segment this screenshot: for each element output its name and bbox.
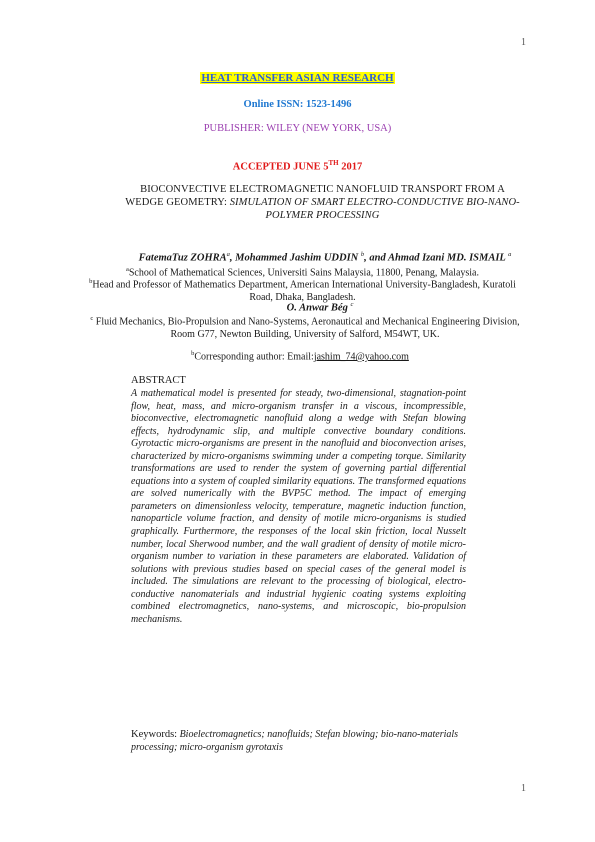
abstract-body: A mathematical model is presented for steady, two-dimensional, stagnation-point flow, heat, mass, and micro-organism transfer in a viscous, incompressible, bioconvective, electromagnetic nanofluid along a wedge with Stefan blowing effects, hydrodynamic slip, and multiple convective boundary conditions. Gyrotactic micro-organisms are present in the nanofluid and bioconvection arises, characterized by micro-organisms swimming under a competing torque. Similarity transformations are used to render the system of governing partial differential equations into a system of coupled similarity equations. The transformed equations are solved numerically with the BVP5C method. The impact of emerging parameters on dimensionless velocity, temperature, magnetic induction function, nanoparticle volume fraction, and density of motile micro-organisms is studied graphically. Furthermore, the responses of the local skin friction, local Nusselt number, local Sherwood number, and the wall gradient of density of motile micro-organism number to variation in these parameters are elaborated. Validation of solutions with previous studies based on special cases of the general model is included. The simulations are relevant to the processing of biological, electro-conductive nanomaterials and industrial hygienic coating systems exploiting combined electromagnetics, nano-systems, and microscopic, bio-propulsion mechanisms. xyxy=(131,388,466,625)
journal-name xyxy=(0,72,595,84)
issn: Online ISSN: 1523-1496 xyxy=(243,99,352,110)
abstract-heading: ABSTRACT xyxy=(131,375,186,386)
page-number-top: 1 xyxy=(521,37,526,48)
publisher: PUBLISHER: WILEY (NEW YORK, USA) xyxy=(203,123,392,134)
author-name: O. Anwar Bég xyxy=(286,302,348,314)
accepted-sup: TH xyxy=(328,159,339,167)
title-main: BIOCONVECTIVE ELECTROMAGNETIC NANOFLUID TRANSPORT FROM A WEDGE GEOMETRY: xyxy=(125,184,505,208)
corresponding-sup: b xyxy=(191,350,195,357)
page-number-bottom: 1 xyxy=(521,783,526,794)
affiliation-text: Fluid Mechanics, Bio-Propulsion and Nano-Systems, Aeronautical and Mechanical Engineering Division, Room G77, Newton Building, University of Salford, M54WT, UK. xyxy=(95,316,520,340)
fourth-author xyxy=(220,301,420,314)
affiliation-text: Head and Professor of Mathematics Department, American International University-Bangladesh, Kuratoli Road, Dhaka, Bangladesh. xyxy=(92,279,516,303)
title-subtitle: SIMULATION OF SMART ELECTRO-CONDUCTIVE BIO-NANO-POLYMER PROCESSING xyxy=(229,197,520,221)
email-link[interactable]: jashim_74@yahoo.com xyxy=(313,351,409,363)
author-sup: a xyxy=(226,251,230,258)
accepted-suffix: 2017 xyxy=(338,161,363,173)
accepted-prefix: ACCEPTED JUNE 5 xyxy=(232,161,329,173)
paper-title xyxy=(120,183,525,222)
affiliation-text: School of Mathematical Sciences, Universiti Sains Malaysia, 11800, Penang, Malaysia. xyxy=(128,267,479,279)
author-name: and Ahmad Izani MD. ISMAIL xyxy=(369,252,506,264)
corresponding-author xyxy=(150,350,450,362)
keywords-text: Bioelectromagnetics; nanofluids; Stefan blowing; bio-nano-materials processing; micro-organism gyrotaxis xyxy=(131,729,459,753)
author-name: FatemaTuz ZOHRA xyxy=(138,252,227,264)
affiliation-sup: a xyxy=(125,266,129,273)
author-sup: a xyxy=(508,251,512,258)
journal-name-text: HEAT TRANSFER ASIAN RESEARCH xyxy=(201,72,394,84)
affiliation-c xyxy=(80,313,530,341)
accepted-date xyxy=(0,159,595,173)
author-list: FatemaTuz ZOHRA$^a$, Mohammed Jashim UDDIN $^b$, and Ahmad Izani MD. ISMAIL $^a$ xyxy=(138,251,512,264)
corresponding-label: Corresponding author: Email: xyxy=(194,351,314,363)
author-name: Mohammed Jashim UDDIN xyxy=(235,252,359,264)
affiliation-sup: c xyxy=(90,315,94,322)
keywords-label: Keywords: xyxy=(131,729,178,740)
affiliation-sup: b xyxy=(89,278,93,285)
author-sup: b xyxy=(360,251,365,258)
keywords xyxy=(131,729,466,754)
author-sup: c xyxy=(350,301,354,308)
